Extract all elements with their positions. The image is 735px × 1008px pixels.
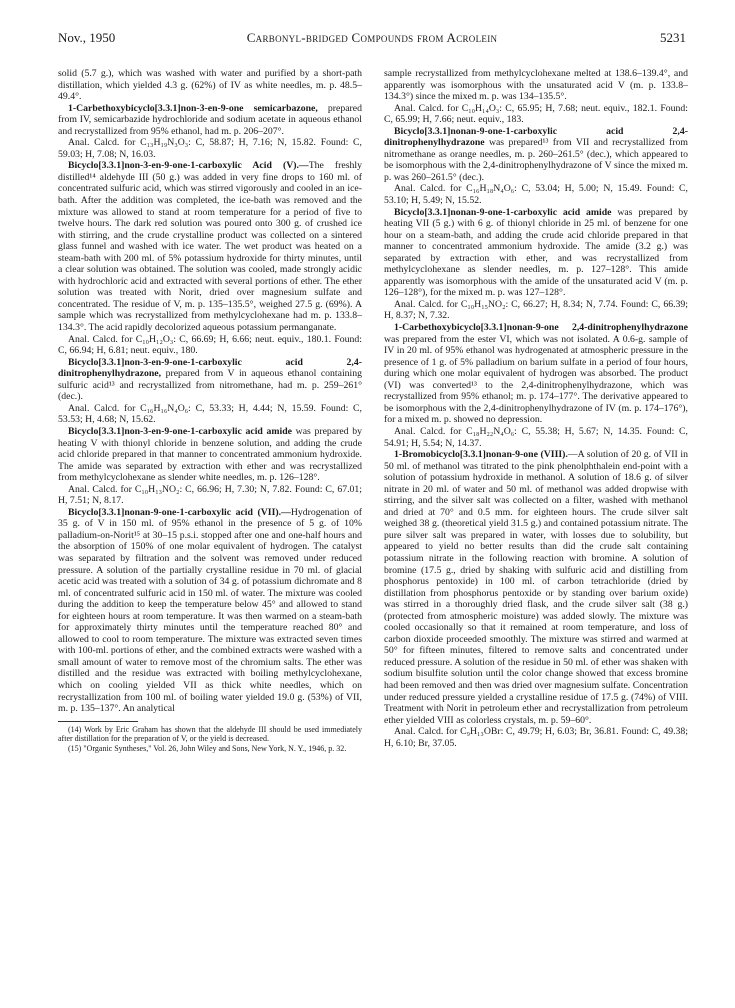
- paragraph: [384, 207, 688, 299]
- analysis-paragraph: Anal. Calcd. for C₉H₁₃OBr: C, 49.79; H, 6.03; Br, 36.81. Found: C, 49.38; H, 6.10; Br, 37.05.: [384, 726, 688, 749]
- compound-heading: 1-Bromobicyclo[3.3.1]nonan-9-one (VIII).: [394, 449, 568, 461]
- paragraph: [58, 507, 362, 715]
- footnote-divider: [58, 721, 138, 722]
- paragraph: [58, 426, 362, 484]
- paragraph-body: The freshly distilled¹⁴ aldehyde III (50 g.) was added in very fine drops to 160 ml. of concentrated sulfuric acid, which was stirred vigorously and cooled in an ice-bath. After the addition was completed, the ice-bath was removed and the mixture was allowed to stand at room temperature for a period of five to twelve hours. The dark red solution was poured onto 300 g. of crushed ice with stirring, and the crude crystalline product was collected on a sintered glass funnel and washed with ice water. The wet product was heated on a steam-bath with 200 ml. of 5% potassium hydroxide for thirty minutes, until a clear solution was obtained. The solution was cooled, made strongly acidic with hydrochloric acid and extracted with several portions of ether. The ether solution was treated with Norit, dried over magnesium sulfate and concentrated. The residue of V, m. p. 135–135.5°, weighed 27.5 g. (69%). A sample which was recrystallized from methylcyclohexane had m. p. 133.8–134.3°. The acid rapidly decolorized aqueous potassium permanganate.: [58, 160, 362, 334]
- left-column: [58, 68, 362, 753]
- compound-heading: Bicyclo[3.3.1]non-3-en-9-one-1-carboxylic acid amide: [68, 425, 292, 437]
- compound-heading: Bicyclo[3.3.1]non-3-en-9-one-1-carboxylic acid 2,4-dinitrophenylhydrazone,: [58, 356, 362, 380]
- analysis-paragraph: Anal. Calcd. for C₁₀H₁₅NO₂: C, 66.27; H, 8.34; N, 7.74. Found: C, 66.39; H, 8.37; N, 7.32.: [384, 298, 688, 322]
- running-header: [58, 30, 686, 48]
- analysis-paragraph: Anal. Calcd. for C₁₆H₁₈N₄O₆: C, 53.04; H, 5.00; N, 15.49. Found: C, 53.10; H, 5.49; N, 15.52.: [384, 183, 688, 207]
- analysis-paragraph: Anal. Calcd. for C₁₀H₁₂O₃: C, 66.69; H, 6.66; neut. equiv., 180.1. Found: C, 66.94; H, 6.81; neut. equiv., 180.: [58, 333, 362, 357]
- analysis-paragraph: Anal. Calcd. for C₁₆H₁₆N₄O₆: C, 53.33; H, 4.44; N, 15.59. Found: C, 53.53; H, 4.68; N, 15.62.: [58, 402, 362, 426]
- analysis-paragraph: Anal. Calcd. for C₁₈H₂₂N₄O₆: C, 55.38; H, 5.67; N, 14.35. Found: C, 54.91; H, 5.54; N, 14.37.: [384, 425, 688, 449]
- paragraph: [58, 160, 362, 333]
- compound-heading: 1-Carbethoxybicyclo[3.3.1]nonan-9-one 2,4-dinitrophenylhydrazone: [394, 322, 688, 334]
- paragraph: [58, 103, 362, 138]
- paragraph: [58, 357, 362, 403]
- header-title: Carbonyl-bridged Compounds from Acrolein: [246, 30, 498, 45]
- paragraph: sample recrystallized from methylcyclohexane melted at 138.6–139.4°, and apparently was isomorphous with the unsaturated acid V (m. p. 133.8–134.3°) since the mixed m. p. was 134–135.5°.: [384, 68, 688, 103]
- paragraph-body: Hydrogenation of 35 g. of V in 150 ml. of 95% ethanol in the presence of 5 g. of 10% palladium-on-Norit¹⁵ at 30–15 p.s.i. stopped after one and one-half hours and the absorption of 150% of one molar equivalent of hydrogen. The catalyst was separated by filtration and the solvent was removed under reduced pressure. A solution of the partially crystalline residue in 70 ml. of glacial acetic acid was treated with a solution of 34 g. of potassium dichromate and 8 ml. of concentrated sulfuric acid in 150 ml. of water. The mixture was cooled during the addition to keep the temperature below 45° and allowed to stand for eighteen hours at room temperature. It was then warmed on a steam-bath for approximately thirty minutes until the temperature reached 80° and allowed to cool to room temperature. The mixture was extracted seven times with 100-ml. portions of ether, and the combined extracts were washed with a small amount of water to remove most of the chromium salts. The ether was distilled and the residue was extracted with boiling methylcyclohexane, which on cooling yielded VII as thick white needles, which on recrystallization from 100 ml. of boiling water yielded 19.0 g. (53%) of VII, m. p. 135–137°. An analytical: [58, 506, 363, 715]
- compound-heading: Bicyclo[3.3.1]non-3-en-9-one-1-carboxylic Acid (V).—: [68, 160, 309, 172]
- header-date: Nov., 1950: [58, 30, 116, 45]
- paragraph-body: was prepared from the ester VI, which was not isolated. A 0.6-g. sample of IV in 20 ml. of 95% ethanol was hydrogenated at atmospheric pressure in the presence of 1 g. of 5% palladium on barium sulfate in a period of four hours, during which one molar equivalent of hydrogen was absorbed. The product (VI) was converted¹³ to the 2,4-dinitrophenylhydrazone, which was recrystallized from 95% ethanol; m. p. 174–177°. The derivative appeared to be isomorphous with the 2,4-dinitrophenylhydrazone of IV (m. p. 174–176°), for a mixed m. p. showed no depression.: [384, 333, 688, 426]
- compound-heading: Bicyclo[3.3.1]nonan-9-one-1-carboxylic acid amide: [394, 206, 612, 218]
- analysis-paragraph: Anal. Calcd. for C₁₀H₁₃NO₂: C, 66.96; H, 7.30; N, 7.82. Found: C, 67.01; H, 7.51; N, 8.17.: [58, 483, 362, 507]
- analysis-paragraph: Anal. Calcd. for C₁₃H₁₉N₃O₃: C, 58.87; H, 7.16; N, 15.82. Found: C, 59.03; H, 7.08; N, 16.03.: [58, 137, 362, 160]
- footnote-15: (15) "Organic Syntheses," Vol. 26, John Wiley and Sons, New York, N. Y., 1946, p. 32.: [68, 743, 347, 753]
- paragraph: [384, 322, 688, 426]
- right-column: [384, 68, 688, 749]
- compound-heading: 1-Carbethoxybicyclo[3.3.1]non-3-en-9-one semicarbazone,: [68, 102, 318, 114]
- paragraph-body: —A solution of 20 g. of VII in 50 ml. of methanol was titrated to the pink phenolphthalein end-point with a solution of potassium hydroxide in methanol. A solution of 18.6 g. of silver nitrate in 20 ml. of water and 50 ml. of methanol was added dropwise with stirring, and the silver salt was collected on a filter, washed with methanol and dried at 70° and 0.5 mm. for eighteen hours. The crude silver salt weighed 38 g. (theoretical yield 31.5 g.) and contained potassium nitrate. The pure silver salt was prepared in water, with losses due to solubility, but appeared to yield no better results than did the crude salt containing potassium nitrate in the following reaction with bromine. A solution of bromine (17.5 g., dried by shaking with sulfuric acid and distilling from phosphorus pentoxide) in 100 ml. of carbon tetrachloride (dried by distillation from phosphorus pentoxide or by standing over barium oxide) was stirred in a thoroughly dried flask, and the crude silver salt (38 g.) (protected from atmospheric moisture) was added slowly. The mixture was cooled occasionally so that it remained at room temperature, and loss of carbon dioxide proceeded smoothly. The mixture was stirred and warmed at 50° for fifteen minutes, filtered to remove salts and concentrated under reduced pressure. A solution of the residue in 50 ml. of ether was shaken with sodium bisulfite solution until the color change showed that excess bromine had been removed and then was dried over magnesium sulfate. Concentration under reduced pressure yielded a crystalline residue of 17.5 g. (74%) of VIII. Treatment with Norit in petroleum ether and recrystallization from petroleum ether yielded VIII as colorless crystals, m. p. 59–60°.: [384, 449, 688, 726]
- compound-heading: Bicyclo[3.3.1]nonan-9-one-1-carboxylic acid 2,4-dinitrophenylhydrazone: [384, 125, 688, 149]
- paragraph-body: was prepared by heating V with thionyl chloride in benzene solution, and adding the crude acid chloride prepared in that manner to concentrated ammonium hydroxide. The amide was separated by extraction with ether and was recrystallized from methylcyclohexane as slender white needles, m. p. 126–128°.: [58, 425, 363, 484]
- analysis-paragraph: Anal. Calcd. for C₁₀H₁₄O₃: C, 65.95; H, 7.68; neut. equiv., 182.1. Found: C, 65.99; H, 7.66; neut. equiv., 183.: [384, 102, 688, 126]
- paragraph: [384, 126, 688, 184]
- paragraph: [384, 449, 688, 726]
- paragraph-body: prepared from IV, semicarbazide hydrochloride and sodium acetate in aqueous ethanol and recrystallized from 95% ethanol, had m. p. 206–207°.: [58, 102, 362, 137]
- page-number: 5231: [660, 30, 686, 45]
- paragraph: solid (5.7 g.), which was washed with water and purified by a short-path distillation, which yielded 4.3 g. (62%) of IV as white needles, m. p. 48.5–49.4°.: [58, 68, 362, 103]
- compound-heading: Bicyclo[3.3.1]nonan-9-one-1-carboxylic acid (VII).—: [68, 506, 291, 518]
- paragraph-body: prepared from V in aqueous ethanol containing sulfuric acid¹³ and recrystallized from nitromethane, had m. p. 259–261° (dec.).: [58, 368, 362, 403]
- paragraph-body: was prepared¹³ from VII and recrystallized from nitromethane as orange needles, m. p. 260–261.5° (dec.), which appeared to be isomorphous with the 2,4-dinitrophenylhydrazone of V since the mixed m. p. was 260–261.5° (dec.).: [384, 137, 688, 183]
- footnote-14: (14) Work by Eric Graham has shown that the aldehyde III should be used immediately after distillation for the preparation of V, or the yield is decreased.: [58, 724, 362, 744]
- paragraph-body: was prepared by heating VII (5 g.) with 6 g. of thionyl chloride in 25 ml. of benzene for one hour on a steam-bath, and adding the crude acid chloride prepared in that manner to concentrated ammonium hydroxide. The amide (3.2 g.) was separated by extraction with ether, and was recrystallized from methylcyclohexane as slender needles, m. p. 127–128°. This amide apparently was isomorphous with the amide of the unsaturated acid V (m. p. 126–128°), for the mixed m. p. was 127–128°.: [384, 206, 689, 299]
